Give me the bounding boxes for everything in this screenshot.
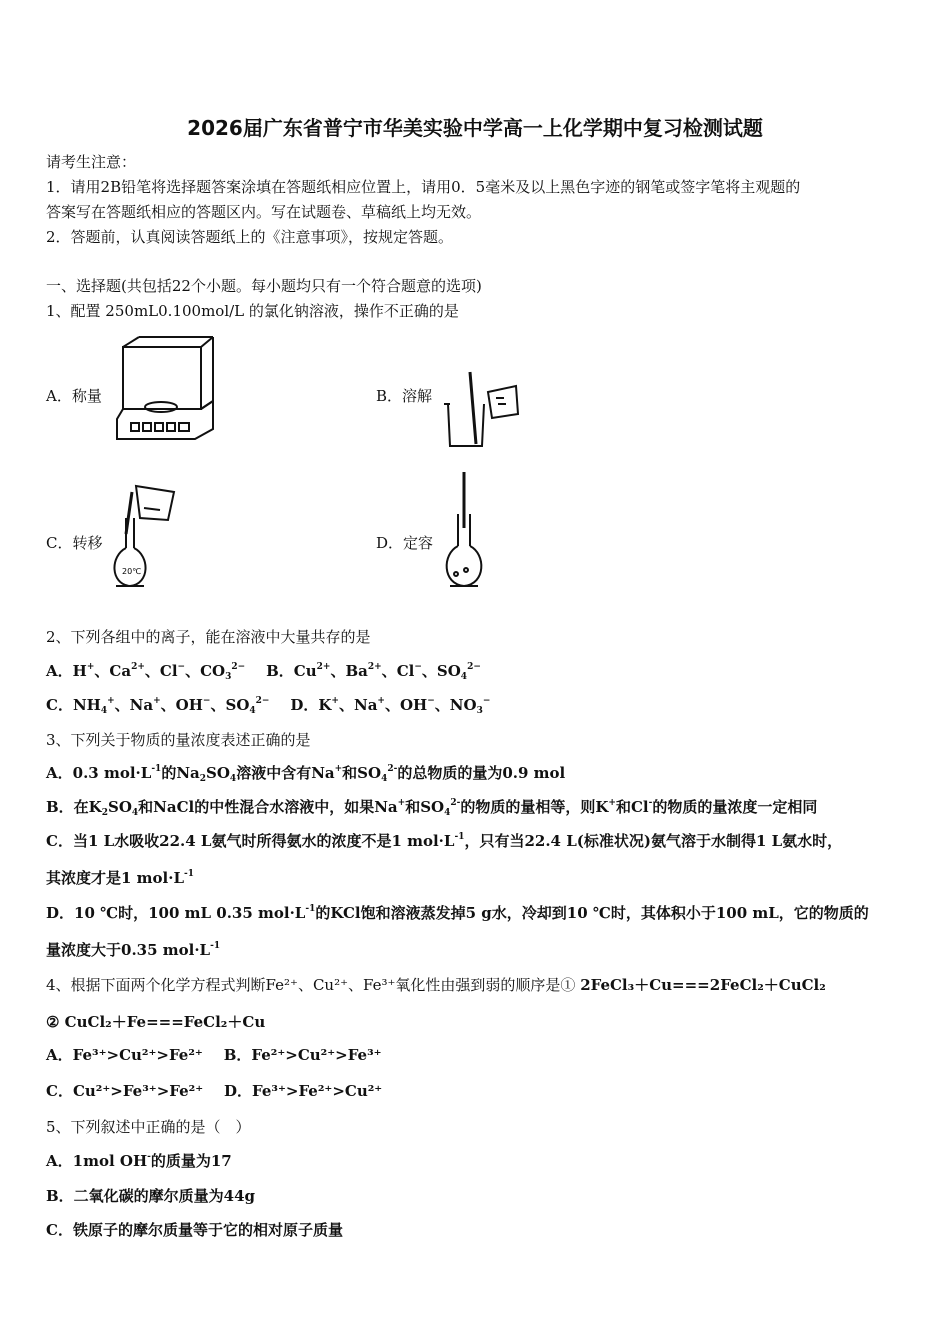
q4-options-cd: C．Cu²⁺>Fe³⁺>Fe²⁺ D．Fe³⁺>Fe²⁺>Cu²⁺: [46, 1082, 383, 1100]
q4-equation-1: 2FeCl₃＋Cu===2FeCl₂＋CuCl₂: [580, 976, 826, 994]
volumetric-flask-illustration: [440, 470, 490, 592]
q1-option-d: D．定容: [376, 534, 434, 552]
q3-option-a: A．0.3 $mol\cdot L^{-1}$的$Na_2SO_4$溶液中含有Na+和$SO_4^{2-}$的总物质的量为0.9 mol: [46, 764, 566, 784]
notice-item-1: 1．请用2B铅笔将选择题答案涂填在答题纸相应位置上，请用0．5毫米及以上黑色字迹的钢笔或签字笔将主观题的: [46, 178, 801, 196]
page-title: 2026届广东省普宁市华美实验中学高一上化学期中复习检测试题: [187, 116, 763, 140]
q3-stem: 3、下列关于物质的量浓度表述正确的是: [46, 731, 311, 749]
section-heading: 一、选择题(共包括22个小题。每小题均只有一个符合题意的选项): [46, 277, 482, 295]
q4-options-ab: A．Fe³⁺>Cu²⁺>Fe²⁺ B．Fe²⁺>Cu²⁺>Fe³⁺: [46, 1046, 382, 1064]
notice-item-1-cont: 答案写在答题纸相应的答题区内。写在试题卷、草稿纸上均无效。: [46, 203, 482, 221]
transfer-flask-illustration: [104, 478, 184, 593]
q5-option-a: A．1mol OH-的质量为17: [46, 1152, 232, 1170]
q3-option-c-cont: 其浓度才是1 $mol\cdot L^{-1}$: [46, 869, 195, 887]
q1-stem: 1、配置 250mL0.100mol/L 的氯化钠溶液，操作不正确的是: [46, 302, 459, 320]
q1-option-b: B．溶解: [376, 387, 433, 405]
q2-options-ab: A．H+、$Ca^{2+}$、Cl−、$CO_3^{2-}$ B．$Cu^{2+}$、$Ba^{2+}$、Cl−、$SO_4^{2-}$: [46, 662, 481, 682]
q4-equation-2: ② CuCl₂＋Fe===FeCl₂＋Cu: [46, 1013, 266, 1031]
q5-stem: 5、下列叙述中正确的是（ ）: [46, 1118, 251, 1136]
notice-heading: 请考生注意：: [46, 153, 137, 171]
q3-option-b: B．在$K_2SO_4$和NaCl的中性混合水溶液中，如果Na+和$SO_4^{2-}$的物质的量相等，则K+和Cl-的物质的量浓度一定相同: [46, 798, 818, 818]
q1-option-a: A．称量: [46, 387, 102, 405]
q1-option-c: C．转移: [46, 534, 103, 552]
q2-stem: 2、下列各组中的离子，能在溶液中大量共存的是: [46, 628, 371, 646]
q3-option-d: D．10 ℃时，100 mL 0.35 $mol\cdot L^{-1}$的KCl饱和溶液蒸发掉5 g水，冷却到10 ℃时，其体积小于100 mL，它的物质的: [46, 904, 869, 922]
notice-item-2: 2．答题前，认真阅读答题纸上的《注意事项》，按规定答题。: [46, 228, 454, 246]
q3-option-c: C．当1 L水吸收22.4 L氨气时所得氨水的浓度不是1 $mol\cdot L^{-1}$，只有当22.4 L(标准状况)氨气溶于水制得1 L氨水时，: [46, 832, 843, 850]
q5-option-b: B．二氧化碳的摩尔质量为44g: [46, 1187, 256, 1205]
q5-option-c: C．铁原子的摩尔质量等于它的相对原子质量: [46, 1221, 343, 1239]
flask-label-c: 20℃: [122, 567, 142, 576]
balance-illustration: [115, 333, 220, 445]
q4-stem: 4、根据下面两个化学方程式判断Fe²⁺、Cu²⁺、Fe³⁺氧化性由强到弱的顺序是① 2FeCl₃＋Cu===2FeCl₂＋CuCl₂: [46, 976, 826, 994]
beaker-stirring-illustration: [440, 368, 525, 450]
q2-options-cd: C．$NH_4^+$、Na+、OH−、$SO_4^{2-}$ D．K+、Na+、OH−、$NO_3^-$: [46, 696, 491, 716]
q3-option-d-cont: 量浓度大于0.35 $mol\cdot L^{-1}$: [46, 941, 221, 959]
